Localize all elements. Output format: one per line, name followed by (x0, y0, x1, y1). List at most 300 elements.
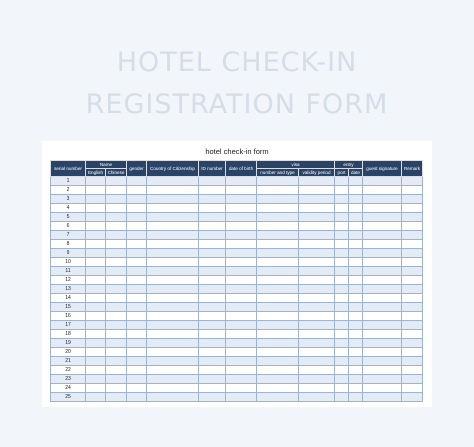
visa-number-cell[interactable] (257, 330, 299, 339)
entry-date-cell[interactable] (349, 177, 363, 186)
entry-port-cell[interactable] (335, 213, 349, 222)
id-number-cell[interactable] (199, 195, 226, 204)
id-number-cell[interactable] (199, 213, 226, 222)
remark-cell[interactable] (402, 222, 423, 231)
english-cell[interactable] (86, 258, 106, 267)
chinese-cell[interactable] (106, 321, 127, 330)
entry-date-cell[interactable] (349, 366, 363, 375)
date-of-birth-cell[interactable] (226, 384, 257, 393)
visa-validity-cell[interactable] (299, 393, 335, 402)
country-cell[interactable] (147, 213, 199, 222)
chinese-cell[interactable] (106, 267, 127, 276)
guest-signature-cell[interactable] (363, 213, 402, 222)
guest-signature-cell[interactable] (363, 303, 402, 312)
english-cell[interactable] (86, 366, 106, 375)
id-number-cell[interactable] (199, 222, 226, 231)
entry-date-cell[interactable] (349, 249, 363, 258)
english-cell[interactable] (86, 321, 106, 330)
gender-cell[interactable] (127, 312, 147, 321)
chinese-cell[interactable] (106, 384, 127, 393)
date-of-birth-cell[interactable] (226, 330, 257, 339)
visa-validity-cell[interactable] (299, 267, 335, 276)
chinese-cell[interactable] (106, 375, 127, 384)
entry-date-cell[interactable] (349, 330, 363, 339)
visa-number-cell[interactable] (257, 222, 299, 231)
entry-port-cell[interactable] (335, 222, 349, 231)
id-number-cell[interactable] (199, 249, 226, 258)
date-of-birth-cell[interactable] (226, 240, 257, 249)
remark-cell[interactable] (402, 348, 423, 357)
country-cell[interactable] (147, 231, 199, 240)
visa-validity-cell[interactable] (299, 240, 335, 249)
visa-validity-cell[interactable] (299, 222, 335, 231)
chinese-cell[interactable] (106, 204, 127, 213)
guest-signature-cell[interactable] (363, 285, 402, 294)
id-number-cell[interactable] (199, 357, 226, 366)
date-of-birth-cell[interactable] (226, 267, 257, 276)
id-number-cell[interactable] (199, 375, 226, 384)
remark-cell[interactable] (402, 249, 423, 258)
guest-signature-cell[interactable] (363, 321, 402, 330)
guest-signature-cell[interactable] (363, 312, 402, 321)
entry-port-cell[interactable] (335, 240, 349, 249)
visa-number-cell[interactable] (257, 348, 299, 357)
entry-date-cell[interactable] (349, 222, 363, 231)
english-cell[interactable] (86, 285, 106, 294)
remark-cell[interactable] (402, 375, 423, 384)
date-of-birth-cell[interactable] (226, 375, 257, 384)
chinese-cell[interactable] (106, 231, 127, 240)
english-cell[interactable] (86, 330, 106, 339)
visa-validity-cell[interactable] (299, 366, 335, 375)
guest-signature-cell[interactable] (363, 294, 402, 303)
country-cell[interactable] (147, 366, 199, 375)
gender-cell[interactable] (127, 339, 147, 348)
visa-number-cell[interactable] (257, 177, 299, 186)
entry-date-cell[interactable] (349, 348, 363, 357)
remark-cell[interactable] (402, 285, 423, 294)
english-cell[interactable] (86, 204, 106, 213)
english-cell[interactable] (86, 213, 106, 222)
country-cell[interactable] (147, 258, 199, 267)
chinese-cell[interactable] (106, 339, 127, 348)
english-cell[interactable] (86, 240, 106, 249)
english-cell[interactable] (86, 294, 106, 303)
country-cell[interactable] (147, 375, 199, 384)
gender-cell[interactable] (127, 285, 147, 294)
english-cell[interactable] (86, 348, 106, 357)
entry-port-cell[interactable] (335, 195, 349, 204)
entry-port-cell[interactable] (335, 267, 349, 276)
guest-signature-cell[interactable] (363, 195, 402, 204)
id-number-cell[interactable] (199, 366, 226, 375)
id-number-cell[interactable] (199, 294, 226, 303)
entry-port-cell[interactable] (335, 249, 349, 258)
remark-cell[interactable] (402, 186, 423, 195)
entry-date-cell[interactable] (349, 231, 363, 240)
visa-number-cell[interactable] (257, 393, 299, 402)
chinese-cell[interactable] (106, 258, 127, 267)
english-cell[interactable] (86, 177, 106, 186)
entry-port-cell[interactable] (335, 186, 349, 195)
entry-date-cell[interactable] (349, 339, 363, 348)
chinese-cell[interactable] (106, 357, 127, 366)
id-number-cell[interactable] (199, 330, 226, 339)
gender-cell[interactable] (127, 294, 147, 303)
guest-signature-cell[interactable] (363, 240, 402, 249)
entry-port-cell[interactable] (335, 348, 349, 357)
visa-validity-cell[interactable] (299, 294, 335, 303)
guest-signature-cell[interactable] (363, 222, 402, 231)
english-cell[interactable] (86, 186, 106, 195)
english-cell[interactable] (86, 375, 106, 384)
country-cell[interactable] (147, 339, 199, 348)
english-cell[interactable] (86, 249, 106, 258)
id-number-cell[interactable] (199, 312, 226, 321)
chinese-cell[interactable] (106, 177, 127, 186)
country-cell[interactable] (147, 249, 199, 258)
country-cell[interactable] (147, 204, 199, 213)
guest-signature-cell[interactable] (363, 231, 402, 240)
gender-cell[interactable] (127, 276, 147, 285)
visa-validity-cell[interactable] (299, 303, 335, 312)
entry-date-cell[interactable] (349, 303, 363, 312)
entry-date-cell[interactable] (349, 267, 363, 276)
country-cell[interactable] (147, 321, 199, 330)
entry-date-cell[interactable] (349, 276, 363, 285)
visa-number-cell[interactable] (257, 231, 299, 240)
date-of-birth-cell[interactable] (226, 213, 257, 222)
date-of-birth-cell[interactable] (226, 357, 257, 366)
visa-number-cell[interactable] (257, 375, 299, 384)
entry-port-cell[interactable] (335, 375, 349, 384)
english-cell[interactable] (86, 195, 106, 204)
visa-number-cell[interactable] (257, 213, 299, 222)
date-of-birth-cell[interactable] (226, 186, 257, 195)
entry-port-cell[interactable] (335, 357, 349, 366)
date-of-birth-cell[interactable] (226, 177, 257, 186)
date-of-birth-cell[interactable] (226, 222, 257, 231)
gender-cell[interactable] (127, 366, 147, 375)
entry-port-cell[interactable] (335, 177, 349, 186)
guest-signature-cell[interactable] (363, 366, 402, 375)
entry-date-cell[interactable] (349, 195, 363, 204)
id-number-cell[interactable] (199, 339, 226, 348)
visa-number-cell[interactable] (257, 285, 299, 294)
remark-cell[interactable] (402, 195, 423, 204)
id-number-cell[interactable] (199, 276, 226, 285)
visa-validity-cell[interactable] (299, 204, 335, 213)
visa-validity-cell[interactable] (299, 339, 335, 348)
id-number-cell[interactable] (199, 204, 226, 213)
country-cell[interactable] (147, 312, 199, 321)
visa-number-cell[interactable] (257, 366, 299, 375)
remark-cell[interactable] (402, 213, 423, 222)
gender-cell[interactable] (127, 240, 147, 249)
visa-validity-cell[interactable] (299, 276, 335, 285)
entry-port-cell[interactable] (335, 285, 349, 294)
id-number-cell[interactable] (199, 267, 226, 276)
visa-validity-cell[interactable] (299, 312, 335, 321)
gender-cell[interactable] (127, 231, 147, 240)
gender-cell[interactable] (127, 348, 147, 357)
gender-cell[interactable] (127, 249, 147, 258)
remark-cell[interactable] (402, 339, 423, 348)
chinese-cell[interactable] (106, 312, 127, 321)
country-cell[interactable] (147, 276, 199, 285)
visa-number-cell[interactable] (257, 267, 299, 276)
guest-signature-cell[interactable] (363, 357, 402, 366)
entry-port-cell[interactable] (335, 294, 349, 303)
visa-validity-cell[interactable] (299, 384, 335, 393)
visa-validity-cell[interactable] (299, 285, 335, 294)
id-number-cell[interactable] (199, 177, 226, 186)
date-of-birth-cell[interactable] (226, 393, 257, 402)
entry-date-cell[interactable] (349, 384, 363, 393)
chinese-cell[interactable] (106, 249, 127, 258)
gender-cell[interactable] (127, 177, 147, 186)
visa-validity-cell[interactable] (299, 330, 335, 339)
remark-cell[interactable] (402, 240, 423, 249)
id-number-cell[interactable] (199, 285, 226, 294)
english-cell[interactable] (86, 231, 106, 240)
id-number-cell[interactable] (199, 384, 226, 393)
gender-cell[interactable] (127, 267, 147, 276)
entry-date-cell[interactable] (349, 357, 363, 366)
english-cell[interactable] (86, 357, 106, 366)
gender-cell[interactable] (127, 393, 147, 402)
remark-cell[interactable] (402, 330, 423, 339)
english-cell[interactable] (86, 267, 106, 276)
english-cell[interactable] (86, 303, 106, 312)
gender-cell[interactable] (127, 357, 147, 366)
date-of-birth-cell[interactable] (226, 303, 257, 312)
visa-number-cell[interactable] (257, 258, 299, 267)
entry-date-cell[interactable] (349, 375, 363, 384)
remark-cell[interactable] (402, 258, 423, 267)
remark-cell[interactable] (402, 276, 423, 285)
entry-port-cell[interactable] (335, 330, 349, 339)
guest-signature-cell[interactable] (363, 267, 402, 276)
gender-cell[interactable] (127, 204, 147, 213)
visa-number-cell[interactable] (257, 186, 299, 195)
date-of-birth-cell[interactable] (226, 258, 257, 267)
remark-cell[interactable] (402, 393, 423, 402)
id-number-cell[interactable] (199, 321, 226, 330)
visa-validity-cell[interactable] (299, 186, 335, 195)
country-cell[interactable] (147, 186, 199, 195)
date-of-birth-cell[interactable] (226, 348, 257, 357)
chinese-cell[interactable] (106, 213, 127, 222)
entry-port-cell[interactable] (335, 204, 349, 213)
chinese-cell[interactable] (106, 348, 127, 357)
visa-number-cell[interactable] (257, 294, 299, 303)
entry-date-cell[interactable] (349, 294, 363, 303)
guest-signature-cell[interactable] (363, 339, 402, 348)
entry-date-cell[interactable] (349, 321, 363, 330)
country-cell[interactable] (147, 222, 199, 231)
visa-validity-cell[interactable] (299, 348, 335, 357)
chinese-cell[interactable] (106, 222, 127, 231)
guest-signature-cell[interactable] (363, 348, 402, 357)
entry-port-cell[interactable] (335, 321, 349, 330)
entry-port-cell[interactable] (335, 276, 349, 285)
date-of-birth-cell[interactable] (226, 204, 257, 213)
gender-cell[interactable] (127, 195, 147, 204)
english-cell[interactable] (86, 276, 106, 285)
guest-signature-cell[interactable] (363, 177, 402, 186)
visa-number-cell[interactable] (257, 303, 299, 312)
visa-validity-cell[interactable] (299, 249, 335, 258)
remark-cell[interactable] (402, 357, 423, 366)
country-cell[interactable] (147, 240, 199, 249)
entry-port-cell[interactable] (335, 312, 349, 321)
entry-port-cell[interactable] (335, 303, 349, 312)
guest-signature-cell[interactable] (363, 186, 402, 195)
chinese-cell[interactable] (106, 294, 127, 303)
chinese-cell[interactable] (106, 393, 127, 402)
guest-signature-cell[interactable] (363, 249, 402, 258)
visa-validity-cell[interactable] (299, 195, 335, 204)
guest-signature-cell[interactable] (363, 276, 402, 285)
country-cell[interactable] (147, 348, 199, 357)
remark-cell[interactable] (402, 366, 423, 375)
visa-number-cell[interactable] (257, 339, 299, 348)
visa-validity-cell[interactable] (299, 231, 335, 240)
visa-number-cell[interactable] (257, 321, 299, 330)
remark-cell[interactable] (402, 294, 423, 303)
id-number-cell[interactable] (199, 231, 226, 240)
gender-cell[interactable] (127, 321, 147, 330)
id-number-cell[interactable] (199, 240, 226, 249)
english-cell[interactable] (86, 312, 106, 321)
remark-cell[interactable] (402, 303, 423, 312)
visa-number-cell[interactable] (257, 276, 299, 285)
country-cell[interactable] (147, 195, 199, 204)
english-cell[interactable] (86, 222, 106, 231)
country-cell[interactable] (147, 294, 199, 303)
gender-cell[interactable] (127, 186, 147, 195)
id-number-cell[interactable] (199, 186, 226, 195)
visa-number-cell[interactable] (257, 312, 299, 321)
entry-date-cell[interactable] (349, 285, 363, 294)
remark-cell[interactable] (402, 204, 423, 213)
date-of-birth-cell[interactable] (226, 285, 257, 294)
id-number-cell[interactable] (199, 258, 226, 267)
visa-number-cell[interactable] (257, 384, 299, 393)
remark-cell[interactable] (402, 384, 423, 393)
english-cell[interactable] (86, 393, 106, 402)
chinese-cell[interactable] (106, 240, 127, 249)
remark-cell[interactable] (402, 177, 423, 186)
entry-port-cell[interactable] (335, 393, 349, 402)
visa-validity-cell[interactable] (299, 375, 335, 384)
guest-signature-cell[interactable] (363, 375, 402, 384)
entry-date-cell[interactable] (349, 186, 363, 195)
visa-number-cell[interactable] (257, 240, 299, 249)
visa-validity-cell[interactable] (299, 213, 335, 222)
guest-signature-cell[interactable] (363, 393, 402, 402)
date-of-birth-cell[interactable] (226, 249, 257, 258)
chinese-cell[interactable] (106, 330, 127, 339)
country-cell[interactable] (147, 384, 199, 393)
country-cell[interactable] (147, 267, 199, 276)
english-cell[interactable] (86, 384, 106, 393)
entry-date-cell[interactable] (349, 312, 363, 321)
entry-port-cell[interactable] (335, 231, 349, 240)
guest-signature-cell[interactable] (363, 330, 402, 339)
entry-date-cell[interactable] (349, 258, 363, 267)
entry-date-cell[interactable] (349, 204, 363, 213)
entry-date-cell[interactable] (349, 393, 363, 402)
chinese-cell[interactable] (106, 276, 127, 285)
date-of-birth-cell[interactable] (226, 294, 257, 303)
visa-number-cell[interactable] (257, 195, 299, 204)
visa-number-cell[interactable] (257, 249, 299, 258)
chinese-cell[interactable] (106, 195, 127, 204)
country-cell[interactable] (147, 330, 199, 339)
remark-cell[interactable] (402, 312, 423, 321)
chinese-cell[interactable] (106, 303, 127, 312)
remark-cell[interactable] (402, 321, 423, 330)
guest-signature-cell[interactable] (363, 204, 402, 213)
date-of-birth-cell[interactable] (226, 195, 257, 204)
visa-number-cell[interactable] (257, 204, 299, 213)
visa-number-cell[interactable] (257, 357, 299, 366)
visa-validity-cell[interactable] (299, 177, 335, 186)
date-of-birth-cell[interactable] (226, 276, 257, 285)
country-cell[interactable] (147, 393, 199, 402)
country-cell[interactable] (147, 303, 199, 312)
chinese-cell[interactable] (106, 366, 127, 375)
gender-cell[interactable] (127, 303, 147, 312)
date-of-birth-cell[interactable] (226, 321, 257, 330)
country-cell[interactable] (147, 285, 199, 294)
guest-signature-cell[interactable] (363, 258, 402, 267)
country-cell[interactable] (147, 357, 199, 366)
entry-port-cell[interactable] (335, 366, 349, 375)
gender-cell[interactable] (127, 330, 147, 339)
id-number-cell[interactable] (199, 348, 226, 357)
date-of-birth-cell[interactable] (226, 339, 257, 348)
gender-cell[interactable] (127, 375, 147, 384)
entry-date-cell[interactable] (349, 240, 363, 249)
gender-cell[interactable] (127, 384, 147, 393)
id-number-cell[interactable] (199, 303, 226, 312)
date-of-birth-cell[interactable] (226, 312, 257, 321)
country-cell[interactable] (147, 177, 199, 186)
remark-cell[interactable] (402, 231, 423, 240)
date-of-birth-cell[interactable] (226, 231, 257, 240)
id-number-cell[interactable] (199, 393, 226, 402)
gender-cell[interactable] (127, 222, 147, 231)
guest-signature-cell[interactable] (363, 384, 402, 393)
entry-port-cell[interactable] (335, 258, 349, 267)
gender-cell[interactable] (127, 258, 147, 267)
entry-date-cell[interactable] (349, 213, 363, 222)
entry-port-cell[interactable] (335, 384, 349, 393)
gender-cell[interactable] (127, 213, 147, 222)
date-of-birth-cell[interactable] (226, 366, 257, 375)
visa-validity-cell[interactable] (299, 357, 335, 366)
chinese-cell[interactable] (106, 186, 127, 195)
remark-cell[interactable] (402, 267, 423, 276)
visa-validity-cell[interactable] (299, 321, 335, 330)
english-cell[interactable] (86, 339, 106, 348)
entry-port-cell[interactable] (335, 339, 349, 348)
chinese-cell[interactable] (106, 285, 127, 294)
visa-validity-cell[interactable] (299, 258, 335, 267)
